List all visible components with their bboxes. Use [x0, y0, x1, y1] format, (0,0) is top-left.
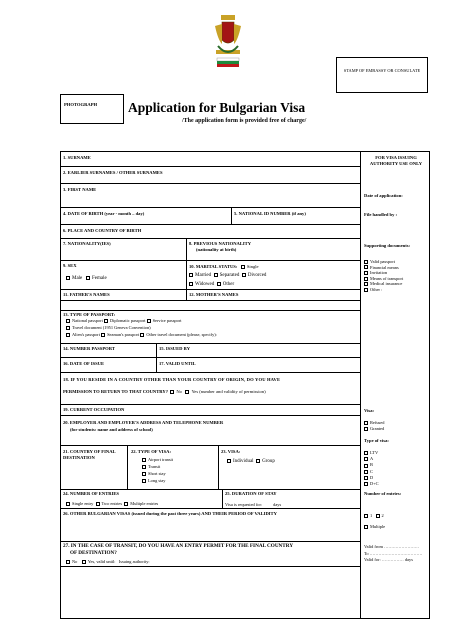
checkbox-widowed[interactable] [189, 282, 193, 286]
field-residence-question: 18. IF YOU RESIDE IN A COUNTRY OTHER THAN YOUR COUNTRY OF ORIGIN, DO YOU HAVE [63, 377, 281, 382]
field-earlier-surnames[interactable]: 2. EARLIER SURNAMES / OTHER SURNAMES [63, 170, 163, 175]
checkbox-residence-no[interactable] [170, 390, 174, 394]
checkbox-ltv[interactable] [364, 451, 368, 455]
checkbox-service-passport[interactable] [147, 319, 151, 323]
field-passport-number[interactable]: 14. NUMBER PASSPORT [63, 346, 115, 351]
photo-label: PHOTOGRAPH [64, 102, 98, 107]
checkbox-doc-transport[interactable] [364, 277, 368, 281]
page-title: Application for Bulgarian Visa [128, 100, 306, 115]
checkbox-doc-passport[interactable] [364, 260, 368, 264]
checkbox-male[interactable] [66, 276, 70, 280]
side-entries-options[interactable]: 1 2 [364, 513, 384, 518]
side-validity: Valid from …………………… To ……………………………… Valid for: …………… days [364, 544, 423, 562]
checkbox-type-d[interactable] [364, 476, 368, 480]
checkbox-single[interactable] [241, 265, 245, 269]
visa-type-options[interactable]: Airport transit Transit Short stay Long stay [142, 456, 173, 484]
stamp-box [336, 57, 428, 93]
checkbox-airport-transit[interactable] [142, 458, 146, 462]
checkbox-divorced[interactable] [242, 273, 246, 277]
side-visa-decision[interactable]: Refused Granted [364, 420, 384, 432]
side-title: FOR VISA ISSUING AUTHORITY USE ONLY [369, 155, 423, 166]
photo-box [60, 94, 124, 124]
checkbox-transit-yes[interactable] [82, 560, 86, 564]
checkbox-long-stay[interactable] [142, 479, 146, 483]
checkbox-two-entries[interactable] [96, 502, 100, 506]
checkbox-type-c[interactable] [364, 470, 368, 474]
field-other-bulgarian-visas[interactable]: 26. OTHER BULGARIAN VISAS (issued during the past three years) AND THEIR PERIOD OF VALIDITY [63, 511, 277, 516]
stamp-label: STAMP OF EMBASSY OR CONSULATE [343, 68, 421, 73]
checkbox-transit[interactable] [142, 465, 146, 469]
side-visa-types[interactable]: LTV A B C D D+C [364, 450, 379, 487]
checkbox-short-stay[interactable] [142, 472, 146, 476]
field-date-of-birth[interactable]: 4. DATE OF BIRTH (year - month – day) [63, 211, 145, 216]
side-docs-list[interactable]: Valid passport Financial means Invitation Means of transport Medical insurance Other : [364, 259, 403, 293]
side-supporting-documents: Supporting documents: [364, 243, 411, 248]
field-date-of-issue[interactable]: 16. DATE OF ISSUE [63, 361, 105, 366]
field-transit-permit-2: OF DESTINATION? [70, 550, 117, 556]
checkbox-national-passport[interactable] [66, 319, 70, 323]
field-employer-note: (for students: name and address of school) [70, 427, 153, 432]
side-number-of-entries: Number of entries: [364, 491, 402, 496]
checkbox-transit-no[interactable] [66, 560, 70, 564]
field-current-occupation[interactable]: 19. CURRENT OCCUPATION [63, 407, 125, 412]
field-first-name[interactable]: 3. FIRST NAME [63, 187, 97, 192]
side-visa: Visa: [364, 408, 375, 413]
field-visa-type: 22. TYPE OF VISA: [131, 449, 171, 454]
passport-options-1[interactable]: National passport Diplomatic passport Service passport [66, 318, 181, 323]
checkbox-entries-2[interactable] [376, 514, 380, 518]
checkbox-separated[interactable] [214, 273, 218, 277]
side-date-of-application: Date of application: [364, 193, 403, 198]
transit-options[interactable]: No Yes, valid until: Issuing authority: [66, 559, 150, 564]
field-surname[interactable]: 1. SURNAME [63, 155, 91, 160]
checkbox-doc-insurance[interactable] [364, 282, 368, 286]
field-national-id[interactable]: 5. NATIONAL ID NUMBER (if any) [234, 211, 306, 216]
passport-options-3[interactable]: Alien's passport Seaman's passport Other travel document (please, specify): [66, 332, 217, 337]
field-issued-by[interactable]: 15. ISSUED BY [159, 346, 191, 351]
checkbox-doc-financial[interactable] [364, 265, 368, 269]
checkbox-female[interactable] [86, 276, 90, 280]
checkbox-type-a[interactable] [364, 457, 368, 461]
marital-options-2[interactable]: Widowed Other [189, 282, 234, 288]
field-duration-of-stay: 25. DURATION OF STAY [225, 491, 277, 496]
duration-input[interactable]: Visa is requested for: days [225, 502, 282, 507]
field-nationality[interactable]: 7. NATIONALITY(IES) [63, 241, 111, 246]
entries-options[interactable]: Single entry Two entries Multiple entries [66, 501, 158, 506]
field-visa: 23. VISA: [221, 449, 241, 454]
field-final-destination[interactable]: 21. COUNTRY OF FINAL DESTINATION [63, 449, 116, 460]
field-valid-until[interactable]: 17. VALID UNTIL [159, 361, 196, 366]
checkbox-multiple-entries[interactable] [124, 502, 128, 506]
field-fathers-names[interactable]: 11. FATHER'S NAMES [63, 292, 110, 297]
checkbox-type-b[interactable] [364, 464, 368, 468]
field-marital-status: 10. MARITAL STATUS: Single [189, 264, 259, 269]
checkbox-diplomatic-passport[interactable] [104, 319, 108, 323]
checkbox-married[interactable] [189, 273, 193, 277]
checkbox-type-dc[interactable] [364, 482, 368, 486]
field-previous-nationality-note: (nationality at birth) [196, 247, 237, 252]
checkbox-travel-document[interactable] [66, 326, 70, 330]
visa-options[interactable]: Individual Group [227, 459, 275, 465]
checkbox-single-entry[interactable] [66, 502, 70, 506]
checkbox-individual[interactable] [227, 459, 231, 463]
field-previous-nationality[interactable]: 8. PREVIOUS NATIONALITY [189, 241, 252, 246]
sex-options[interactable]: Male Female [66, 276, 107, 282]
checkbox-entries-1[interactable] [364, 514, 368, 518]
side-type-of-visa: Type of visa: [364, 438, 389, 443]
field-transit-permit: 27. IN THE CASE OF TRANSIT, DO YOU HAVE AN ENTRY PERMIT FOR THE FINAL COUNTRY [63, 543, 294, 549]
side-file-handled-by: File handled by : [364, 212, 398, 217]
passport-options-2[interactable]: Travel document (1951 Geneva Convention) [66, 325, 151, 330]
checkbox-residence-yes[interactable] [185, 390, 189, 394]
checkbox-other-travel-document[interactable] [140, 333, 144, 337]
checkbox-granted[interactable] [364, 427, 368, 431]
checkbox-doc-invitation[interactable] [364, 271, 368, 275]
page-subtitle: /The application form is provided free of charge/ [182, 118, 307, 124]
checkbox-seamans-passport[interactable] [101, 333, 105, 337]
checkbox-aliens-passport[interactable] [66, 333, 70, 337]
field-place-of-birth[interactable]: 6. PLACE AND COUNTRY OF BIRTH [63, 228, 142, 233]
checkbox-group[interactable] [256, 459, 260, 463]
field-employer[interactable]: 20. EMPLOYER AND EMPLOYER'S ADDRESS AND TELEPHONE NUMBER [63, 420, 224, 425]
field-number-of-entries: 24. NUMBER OF ENTRIES [63, 491, 119, 496]
marital-options-1[interactable]: Married Separated Divorced [189, 273, 266, 279]
field-residence-permission[interactable]: PERMISSION TO RETURN TO THAT COUNTRY? No Yes (number and validity of permission) [63, 389, 266, 394]
coat-of-arms-emblem [212, 10, 244, 68]
checkbox-refused[interactable] [364, 421, 368, 425]
checkbox-doc-other[interactable] [364, 288, 368, 292]
checkbox-other[interactable] [217, 282, 221, 286]
field-passport-type: 13. TYPE OF PASSPORT: [63, 312, 116, 317]
field-sex: 9. SEX [63, 263, 77, 268]
checkbox-entries-multiple[interactable] [364, 525, 368, 529]
field-mothers-names[interactable]: 12. MOTHER'S NAMES [189, 292, 239, 297]
side-entries-multiple[interactable]: Multiple [364, 524, 385, 529]
